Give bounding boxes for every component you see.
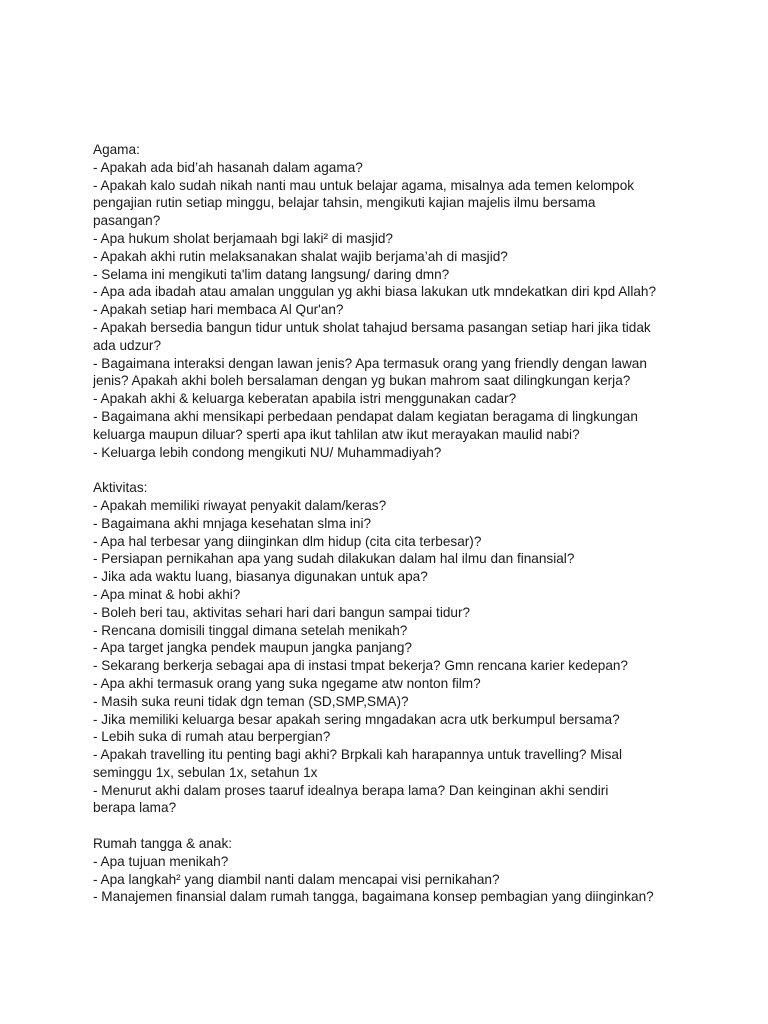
text-line: seminggu 1x, sebulan 1x, setahun 1x bbox=[93, 764, 318, 780]
text-line: - Jika ada waktu luang, biasanya digunakan untuk apa? bbox=[93, 569, 428, 585]
text-line: - Apa hukum sholat berjamaah bgi laki² di masjid? bbox=[93, 230, 393, 246]
text-line: - Menurut akhi dalam proses taaruf idealnya berapa lama? Dan keinginan akhi sendiri bbox=[93, 782, 609, 798]
text-line: berapa lama? bbox=[93, 800, 177, 816]
section-heading: Aktivitas: bbox=[93, 480, 148, 496]
document-body bbox=[93, 141, 685, 906]
text-line: keluarga maupun diluar? sperti apa ikut tahlilan atw ikut merayakan maulid nabi? bbox=[93, 426, 580, 442]
text-line: - Jika memiliki keluarga besar apakah sering mngadakan acra utk berkumpul bersama? bbox=[93, 711, 620, 727]
section-spacer bbox=[93, 817, 685, 835]
text-line: - Apa target jangka pendek maupun jangka panjang? bbox=[93, 640, 412, 656]
text-line: - Rencana domisili tinggal dimana setelah menikah? bbox=[93, 622, 408, 638]
text-line: - Lebih suka di rumah atau berpergian? bbox=[93, 729, 331, 745]
text-line: - Persiapan pernikahan apa yang sudah dilakukan dalam hal ilmu dan finansial? bbox=[93, 551, 575, 567]
text-line: - Bagaimana akhi mensikapi perbedaan pendapat dalam kegiatan beragama di lingkungan bbox=[93, 408, 638, 424]
text-line: - Apakah ada bid’ah hasanah dalam agama? bbox=[93, 159, 363, 175]
text-line: - Apa tujuan menikah? bbox=[93, 853, 229, 869]
text-line: - Apakah akhi & keluarga keberatan apabila istri menggunakan cadar? bbox=[93, 391, 517, 407]
text-line: - Apa minat & hobi akhi? bbox=[93, 586, 241, 602]
text-line: - Apakah akhi rutin melaksanakan shalat wajib berjama’ah di masjid? bbox=[93, 248, 508, 264]
text-line: - Boleh beri tau, aktivitas sehari hari dari bangun sampai tidur? bbox=[93, 604, 471, 620]
section-heading: Agama: bbox=[93, 142, 140, 157]
text-line: - Apa akhi termasuk orang yang suka ngegame atw nonton film? bbox=[93, 675, 481, 691]
text-line: - Apa hal terbesar yang diinginkan dlm hidup (cita cita terbesar)? bbox=[93, 533, 482, 549]
section-rumah-tangga bbox=[93, 835, 685, 906]
section-spacer bbox=[93, 461, 685, 479]
text-line: - Apakah travelling itu penting bagi akhi? Brpkali kah harapannya untuk travelling? Misal bbox=[93, 747, 622, 763]
text-line: jenis? Apakah akhi boleh bersalaman dengan yg bukan mahrom saat dilingkungan kerja? bbox=[93, 373, 631, 389]
text-line: - Apakah memiliki riwayat penyakit dalam/keras? bbox=[93, 497, 387, 513]
text-line: - Bagaimana akhi mnjaga kesehatan slma ini? bbox=[93, 515, 372, 531]
text-line: - Apakah kalo sudah nikah nanti mau untuk belajar agama, misalnya ada temen kelompok bbox=[93, 177, 635, 193]
text-line: - Apa ada ibadah atau amalan unggulan yg akhi biasa lakukan utk mndekatkan diri kpd Allah? bbox=[93, 284, 657, 300]
text-line: - Bagaimana interaksi dengan lawan jenis? Apa termasuk orang yang friendly dengan lawan bbox=[93, 355, 647, 371]
text-line: pengajian rutin setiap minggu, belajar tahsin, mengikuti kajian majelis ilmu bersama bbox=[93, 195, 596, 211]
text-line: - Apa langkah² yang diambil nanti dalam mencapai visi pernikahan? bbox=[93, 871, 500, 887]
text-line: pasangan? bbox=[93, 213, 161, 229]
section-aktivitas bbox=[93, 479, 685, 817]
text-line: - Masih suka reuni tidak dgn teman (SD,SMP,SMA)? bbox=[93, 693, 409, 709]
text-line: - Apakah setiap hari membaca Al Qur'an? bbox=[93, 302, 344, 318]
section-heading: Rumah tangga & anak: bbox=[93, 836, 233, 852]
text-line: ada udzur? bbox=[93, 337, 162, 353]
text-line: - Keluarga lebih condong mengikuti NU/ Muhammadiyah? bbox=[93, 444, 442, 460]
text-line: - Manajemen finansial dalam rumah tangga, bagaimana konsep pembagian yang diinginkan? bbox=[93, 889, 654, 905]
text-line: - Apakah bersedia bangun tidur untuk sholat tahajud bersama pasangan setiap hari jika tidak bbox=[93, 319, 651, 335]
section-agama bbox=[93, 141, 685, 461]
text-line: - Sekarang berkerja sebagai apa di instasi tmpat bekerja? Gmn rencana karier kedepan? bbox=[93, 658, 628, 674]
text-line: - Selama ini mengikuti ta'lim datang langsung/ daring dmn? bbox=[93, 266, 450, 282]
